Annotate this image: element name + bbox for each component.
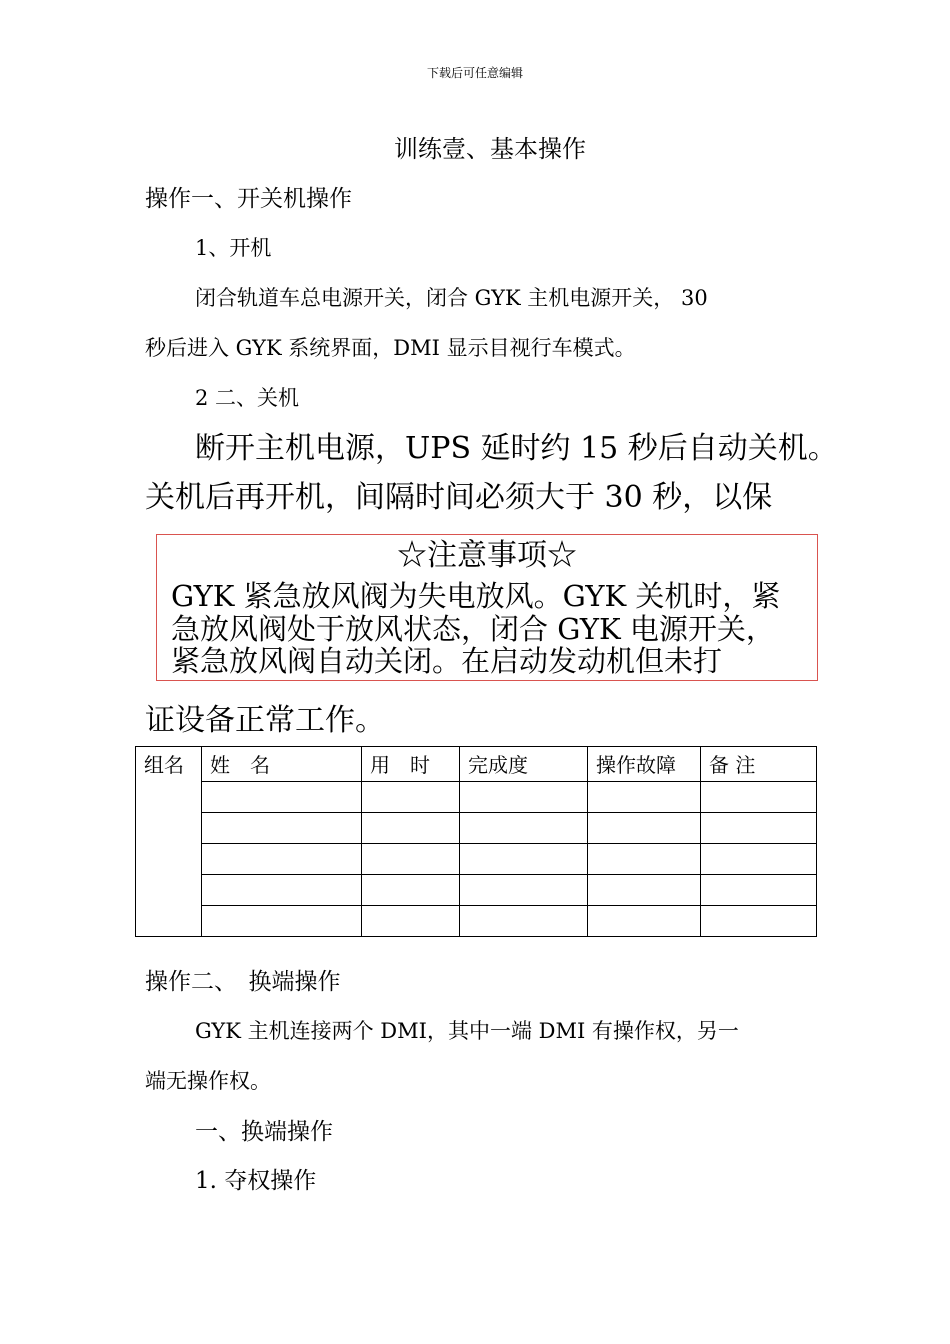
section2-sub-heading: 一、换端操作 bbox=[195, 1119, 333, 1145]
table-cell[interactable] bbox=[460, 782, 588, 813]
table-cell[interactable] bbox=[460, 844, 588, 875]
table-cell[interactable] bbox=[460, 906, 588, 937]
table-cell[interactable] bbox=[202, 782, 362, 813]
step2-text-line2: 关机后再开机，间隔时间必须大于 30 秒，以保 bbox=[145, 480, 773, 515]
table-cell[interactable] bbox=[588, 844, 701, 875]
table-cell[interactable] bbox=[202, 813, 362, 844]
table-header-name: 姓 名 bbox=[202, 747, 362, 782]
step1-text-line1: 闭合轨道车总电源开关，闭合 GYK 主机电源开关， 30 bbox=[195, 286, 708, 310]
table-cell[interactable] bbox=[701, 906, 817, 937]
table-row bbox=[136, 813, 817, 844]
table-header-completion: 完成度 bbox=[460, 747, 588, 782]
notice-title: ☆注意事项☆ bbox=[397, 538, 577, 573]
table-row bbox=[136, 906, 817, 937]
table-header-remarks: 备 注 bbox=[701, 747, 817, 782]
header-note: 下载后可任意编辑 bbox=[426, 66, 523, 80]
step2-label: 2 二、关机 bbox=[195, 386, 300, 410]
table-row bbox=[136, 844, 817, 875]
table-cell[interactable] bbox=[701, 844, 817, 875]
table-cell[interactable] bbox=[362, 813, 460, 844]
page-title: 训练壹、基本操作 bbox=[394, 135, 586, 163]
section1-heading: 操作一、开关机操作 bbox=[145, 186, 352, 212]
section2-heading: 操作二、 换端操作 bbox=[145, 969, 341, 995]
notice-box bbox=[156, 534, 818, 681]
table-cell[interactable] bbox=[362, 875, 460, 906]
table-row bbox=[136, 875, 817, 906]
table-cell[interactable] bbox=[362, 906, 460, 937]
table-cell[interactable] bbox=[701, 813, 817, 844]
table-row bbox=[136, 782, 817, 813]
table-cell[interactable] bbox=[202, 875, 362, 906]
section2-sub-step: 1. 夺权操作 bbox=[195, 1168, 317, 1194]
notice-line-1: GYK 紧急放风阀为失电放风。GYK 关机时，紧 bbox=[171, 579, 781, 613]
table-header-time: 用 时 bbox=[362, 747, 460, 782]
table-cell[interactable] bbox=[460, 813, 588, 844]
table-header-group: 组名 bbox=[136, 747, 202, 937]
table-cell[interactable] bbox=[202, 844, 362, 875]
table-cell[interactable] bbox=[701, 875, 817, 906]
table-cell[interactable] bbox=[460, 875, 588, 906]
notice-line-2: 急放风阀处于放风状态，闭合 GYK 电源开关， bbox=[171, 612, 775, 646]
table-cell[interactable] bbox=[588, 813, 701, 844]
table-cell[interactable] bbox=[362, 844, 460, 875]
step2-text-line1: 断开主机电源，UPS 延时约 15 秒后自动关机。 bbox=[195, 431, 838, 466]
table-cell[interactable] bbox=[701, 782, 817, 813]
table-cell[interactable] bbox=[588, 906, 701, 937]
table-cell[interactable] bbox=[362, 782, 460, 813]
section2-text-line2: 端无操作权。 bbox=[145, 1069, 271, 1093]
table-header-fault: 操作故障 bbox=[588, 747, 701, 782]
table-cell[interactable] bbox=[588, 782, 701, 813]
table-cell[interactable] bbox=[588, 875, 701, 906]
step1-label: 1、开机 bbox=[195, 236, 272, 260]
table-cell[interactable] bbox=[202, 906, 362, 937]
record-table bbox=[135, 746, 817, 937]
step2-text-line3: 证设备正常工作。 bbox=[145, 703, 385, 738]
step1-text-line2: 秒后进入 GYK 系统界面，DMI 显示目视行车模式。 bbox=[145, 336, 636, 360]
table-header-row bbox=[136, 747, 817, 782]
section2-text-line1: GYK 主机连接两个 DMI，其中一端 DMI 有操作权，另一 bbox=[195, 1019, 739, 1043]
notice-line-3: 紧急放风阀自动关闭。在启动发动机但未打 bbox=[171, 644, 723, 678]
